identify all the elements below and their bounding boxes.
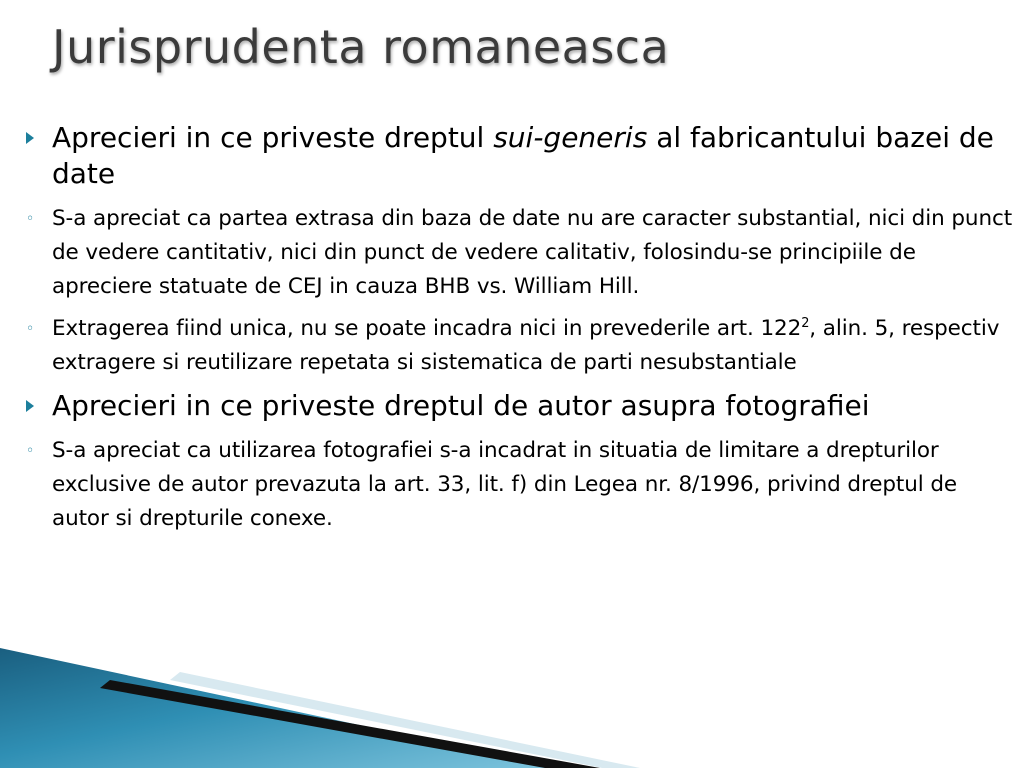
item-text-after: al fabricantului bazei de date: [52, 121, 994, 190]
ring-bullet-icon: ◦: [26, 321, 35, 337]
slide-title: Jurisprudenta romaneasca: [52, 20, 670, 74]
ring-bullet-icon: ◦: [26, 211, 35, 227]
triangle-right-icon: [26, 132, 34, 144]
sub-bullet-item-photo-use: [24, 434, 1014, 536]
triangle-right-icon: [26, 400, 34, 412]
item-text-italic: sui-generis: [493, 121, 648, 154]
light-stripe: [170, 672, 640, 768]
item-superscript: 2: [801, 315, 810, 331]
pale-swoosh: [0, 650, 520, 768]
sub-bullet-item-extraction: [24, 202, 1014, 304]
teal-swoosh: [0, 648, 560, 768]
dark-stripe: [100, 680, 600, 768]
bullet-list: [24, 120, 1014, 544]
item-text-before: Extragerea fiind unica, nu se poate incadra nici in prevederile art. 122: [52, 316, 802, 341]
bullet-item-copyright-photo: [24, 388, 1014, 424]
item-text: S-a apreciat ca partea extrasa din baza de date nu are caracter substantial, nici din punct de vedere cantitativ, nici din punct de vedere calitativ, folosindu-se principiile de apreciere statuate de CEJ in cauza BHB vs. William Hill.: [52, 206, 1013, 299]
ring-bullet-icon: ◦: [26, 443, 35, 459]
item-text-before: Aprecieri in ce priveste dreptul: [52, 121, 494, 154]
item-text: S-a apreciat ca utilizarea fotografiei s-a incadrat in situatia de limitare a drepturilor exclusive de autor prevazuta la art. 33, lit. f) din Legea nr. 8/1996, privind dreptul de autor si drepturile conexe.: [52, 438, 958, 531]
item-text-after: , alin. 5, respectiv extragere si reutilizare repetata si sistematica de parti nesubstantiale: [52, 316, 1000, 375]
bullet-item-database-right: [24, 120, 1014, 192]
item-text: Aprecieri in ce priveste dreptul de autor asupra fotografiei: [52, 389, 870, 422]
sub-bullet-item-unique-extraction: [24, 312, 1014, 380]
